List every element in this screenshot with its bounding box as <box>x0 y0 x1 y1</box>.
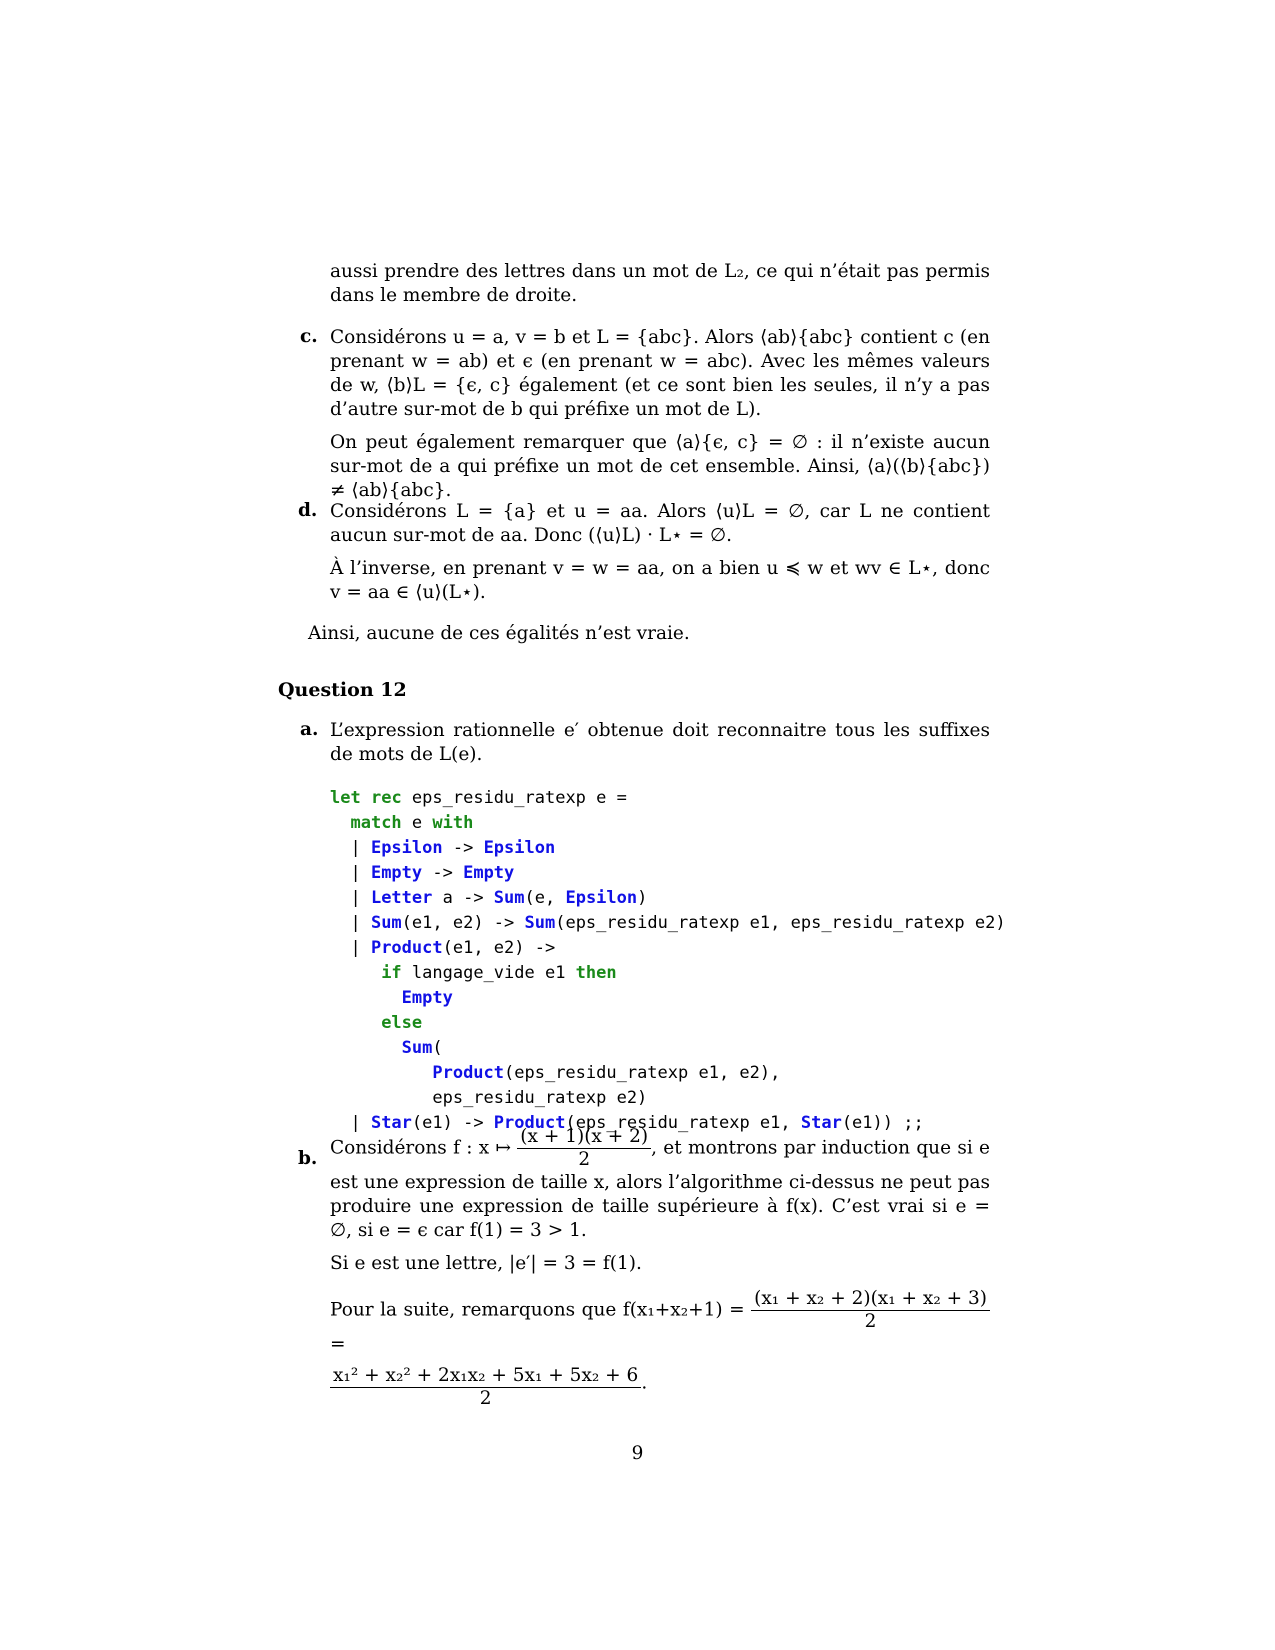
code-constructor: Sum <box>370 913 402 933</box>
code-constructor: Star <box>800 1113 842 1133</box>
item-a-paragraph-1: L’expression rationnelle e′ obtenue doit reconnaitre tous les suffixes de mots de L(e). <box>330 720 990 765</box>
item-d-paragraph-1: Considérons L = {a} et u = aa. Alors ⟨u⟩L = ∅, car L ne contient aucun sur-mot de aa. Donc (⟨u⟩L) · L⋆ = ∅. <box>330 501 990 546</box>
item-b-paragraph-3 <box>330 1288 990 1410</box>
equals-sign: = <box>330 1334 346 1355</box>
page-number: 9 <box>631 1443 644 1464</box>
code-keyword: if <box>381 963 402 983</box>
fraction-numerator: (x + 1)(x + 2) <box>517 1126 651 1149</box>
code-keyword: then <box>575 963 617 983</box>
text-span: . <box>641 1372 648 1394</box>
item-c-label: c. <box>300 326 318 347</box>
code-text: (e1, e2) -> <box>401 913 525 933</box>
ocaml-code-block: let rec eps_residu_ratexp e = match e with | Epsilon -> Epsilon | Empty -> Empty | Letter a -> Sum(e, Epsilon) | Sum(e1, e2) -> Sum(eps_residu_ratexp e1, eps_residu_ratexp e2) | Product(e1, e2) -> if langage_vide e1 then Empty else Sum( Product(eps_residu_ratexp e1, e2), eps_residu_ratexp e2) | Star(e1) -> Product(eps_residu_ratexp e1, Star(e1)) ;; <box>330 788 1006 1133</box>
text-span: , et montrons par induction que si e est une expression de taille x, alors l’algorithme ci-dessus ne peut pas produire une expression de taille supérieure à f(x). C’est vrai si e = ∅, si e = ϵ car f(1) = 3 > 1. <box>330 1137 990 1241</box>
code-constructor: Empty <box>370 863 423 883</box>
item-b-label: b. <box>298 1148 318 1169</box>
item-a-label: a. <box>300 719 319 740</box>
code-constructor: Sum <box>401 1038 433 1058</box>
code-text: (e1)) ;; <box>841 1113 924 1133</box>
text-span: Considérons f : x ↦ <box>330 1137 511 1159</box>
code-constructor: Product <box>432 1063 505 1083</box>
item-b-body <box>330 1126 990 1419</box>
code-keyword: rec <box>370 788 402 808</box>
item-b-paragraph-1 <box>330 1126 990 1243</box>
code-constructor: Epsilon <box>483 838 556 858</box>
code-text: (e1) -> <box>411 1113 494 1133</box>
code-constructor: Empty <box>463 863 515 883</box>
fraction-denominator: 2 <box>578 1149 591 1170</box>
fraction-expanded <box>751 1288 990 1333</box>
code-keyword: else <box>381 1013 423 1033</box>
item-c-body <box>330 326 990 512</box>
code-text: (eps_residu_ratexp e1, eps_residu_ratexp e2) <box>555 913 1006 933</box>
item-b-paragraph-2: Si e est une lettre, |e′| = 3 = f(1). <box>330 1253 642 1274</box>
code-constructor: Letter <box>370 888 433 908</box>
code-constructor: Epsilon <box>370 838 443 858</box>
fraction-numerator: (x₁ + x₂ + 2)(x₁ + x₂ + 3) <box>751 1288 990 1311</box>
code-keyword: with <box>432 813 474 833</box>
conclusion-text: Ainsi, aucune de ces égalités n’est vraie. <box>308 623 690 644</box>
code-text: langage_vide e1 <box>401 963 576 983</box>
text-span: Pour la suite, remarquons que f(x₁+x₂+1) = <box>330 1299 745 1321</box>
code-text: (e, <box>524 888 566 908</box>
item-d-paragraph-2: À l’inverse, en prenant v = w = aa, on a bien u ≼ w et wv ∈ L⋆, donc v = aa ∈ ⟨u⟩(L⋆). <box>330 558 990 603</box>
item-c-paragraph-2: On peut également remarquer que ⟨a⟩{ϵ, c} = ∅ : il n’existe aucun sur-mot de a qui préfixe un mot de cet ensemble. Ainsi, ⟨a⟩(⟨b⟩{abc}) ≠ ⟨ab⟩{abc}. <box>330 432 990 501</box>
code-text: a -> <box>432 888 494 908</box>
fraction-denominator: 2 <box>479 1388 492 1409</box>
code-text: eps_residu_ratexp e = <box>401 788 627 808</box>
fraction-developed <box>330 1365 641 1410</box>
code-constructor: Sum <box>493 888 525 908</box>
code-text: eps_residu_ratexp e2) <box>432 1088 648 1108</box>
code-text: e <box>401 813 433 833</box>
code-constructor: Epsilon <box>565 888 638 908</box>
fraction-denominator: 2 <box>864 1311 877 1332</box>
item-d-label: d. <box>298 500 318 521</box>
code-text: (eps_residu_ratexp e1, <box>565 1113 801 1133</box>
intro-paragraph: aussi prendre des lettres dans un mot de L₂, ce qui n’était pas permis dans le membre de droite. <box>330 261 990 306</box>
code-constructor: Product <box>493 1113 566 1133</box>
fraction-f <box>517 1126 651 1171</box>
code-constructor: Sum <box>524 913 556 933</box>
code-constructor: Empty <box>401 988 453 1008</box>
code-keyword: match <box>350 813 402 833</box>
item-a-body <box>330 719 990 776</box>
code-constructor: Product <box>370 938 443 958</box>
code-keyword: let <box>330 788 361 808</box>
question-heading: Question 12 <box>278 679 407 701</box>
item-d-body <box>330 500 990 614</box>
code-text: (eps_residu_ratexp e1, e2), <box>504 1063 781 1083</box>
code-constructor: Star <box>370 1113 412 1133</box>
item-c-paragraph-1: Considérons u = a, v = b et L = {abc}. Alors ⟨ab⟩{abc} contient c (en prenant w = ab) et ϵ (en prenant w = abc). Avec les mêmes valeurs de w, ⟨b⟩L = {ϵ, c} également (et ce sont bien les seules, il n’y a pas d’autre sur-mot de b qui préfixe un mot de L). <box>330 327 990 420</box>
fraction-numerator: x₁² + x₂² + 2x₁x₂ + 5x₁ + 5x₂ + 6 <box>330 1365 641 1388</box>
